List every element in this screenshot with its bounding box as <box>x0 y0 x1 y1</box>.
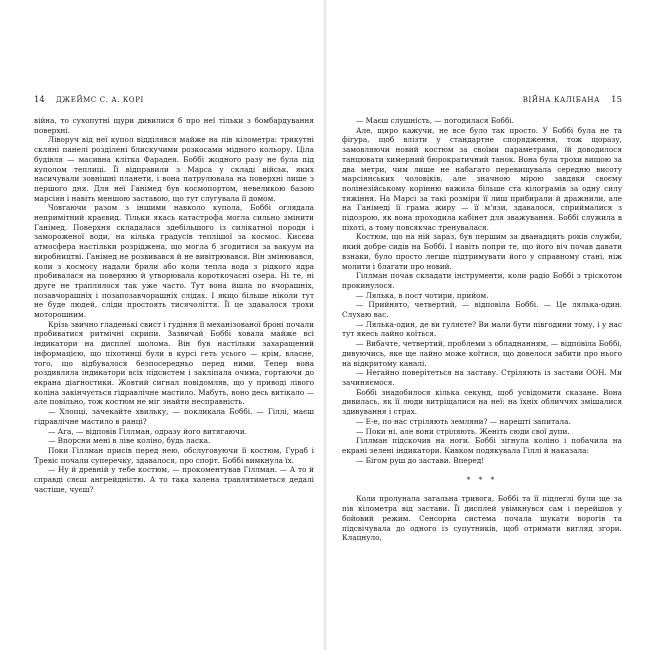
right-page-body <box>342 116 622 543</box>
left-page-number: 14 <box>34 95 45 105</box>
dialogue-line: — Негайно поверітеться на заставу. Стріляють із застави ООН. Ми зачиняємося. <box>342 368 622 387</box>
section-divider: * * * <box>466 475 498 484</box>
left-running-title: ДЖЕЙМС С. А. КОРІ <box>56 96 144 104</box>
paragraph: Гіллман почав складати інструменти, коли радіо Боббі з тріскотом прокинулося. <box>342 271 622 290</box>
paragraph: війна, то сухопутні щури дивилися б про неї тільки з бомбардування поверхні. <box>34 116 314 135</box>
left-page-header <box>34 96 314 108</box>
paragraph: Гіллман підскочив на ноги. Боббі зігнула коліно і побачила на екрані зелені індикатори. Кивком подякувала Гіллі й наказала: <box>342 436 622 455</box>
dialogue-line: — Бігом руш до застави. Вперед! <box>356 455 485 465</box>
left-page <box>34 96 314 494</box>
dialogue-line: — Хлопці, зачекайте хвильку, — покликала Боббі. — Гіллі, маєш гідравлічне мастило в ранці? <box>34 407 314 426</box>
dialogue-line: — Е-е, по нас стріляють земляни? — нарешті запитала. <box>356 416 571 426</box>
dialogue-line: — Ну й древній у тебе костюм, — прокоментував Гіллман. — А то й справді сяєш ангрейдністю. А то така халена травлятиметься дедалі частіше, чуєш? <box>34 465 314 494</box>
paragraph: Поки Гіллман присів перед нею, обслуговуючи її костюм, Гураб і Тревіс почали суперечку, здавалося, про спорт. Боббі вимкнула їх. <box>34 445 314 465</box>
dialogue-line: — Прийнято, четвертий, — відповіла Боббі. — Це лялька-один. Слухаю вас. <box>342 300 622 320</box>
left-page-body <box>34 116 314 494</box>
right-page-header <box>342 96 622 108</box>
dialogue-line: — Ага, — відповів Гіллман, одразу його витягаючи. <box>48 426 248 436</box>
paragraph: Костюм, що на ній зараз, був першим за дванадцять років служби, який добре сидів на Боббі. І навіть попри те, що його віч почав давати взнаки, було просто легше підтримувати його у справному стані, ніж молити і благати про новий. <box>342 232 622 271</box>
right-page <box>342 96 622 543</box>
right-page-number: 15 <box>611 95 622 105</box>
dialogue-line: — Поки ні, але вони стріляють. Женіть сюди свої дупи. <box>356 426 570 436</box>
dialogue-line: — Впорсни мені в ліве коліно, будь ласка. <box>48 436 211 446</box>
paragraph: Човгаючи разом з іншими навколо купола, Боббі оглядала непримітний краєвид. Тільки якась катастрофа могла сильно змінити Ганімед. Поверхня складалася здебільшого із силікатної породи і замороженої води, на кілька градусів теплішої за космос. Кисєва атмосфера настільки розріджена, що могла б згодитися за вакуум на виробництві. Ганімед не розвивався й не вивітрювався. Він змінювався, коли з космосу надали брили або коли тепла вода з рідкого ядра пробивалася на поверхню й утворювала короткочасні озера. Ні те, ні друге не траплялося так уже часто. Тут вона йшла по вчорашніх, позавчорашніх і позапозавчорашніх слідах. І якщо більше ніколи тут не буде людей, сліди простоять тисячоліття. Її це здавалося трохи моторошним. <box>34 203 314 320</box>
paragraph: Крізь звично гладенькі свист і гудіння її механізованої броні почали пробиватися ритмічні скрипи. Зазвичай Боббі ховала майже всі індикатори на дисплеї шолома. Він був настільки захаращений інформацією, що піхотинці були в курсі геть усього — крім, власне, того, що відбувалося безпосередньо перед ними. Тепер вона роздивляла індикатори всіх підсистем і закліпала очима, гортаючи до екрана діагностики. Жовтий сигнал повідомляв, що у приводі лівого коліна закінчується гідравлічне мастило. Мабуть, воно десь витікало — але повільно, тож костюм не міг знайти несправність. <box>34 319 314 407</box>
section-gap <box>342 465 622 475</box>
dialogue-line: — Лялька, в пост чотири, прийом. <box>356 290 489 300</box>
dialogue-line: — Маєш слушність, — погодилася Боббі. <box>356 116 514 125</box>
paragraph: Але, щиро кажучи, не все було так просто. У Боббі була не та фігура, щоб влізти у стандартне спорядження, тож щоразу, замовляючи новий костюм за своїми параметрами, їй доводилося танцювати химерний бюрократичний танок. Вона була трохи вищою за два метри, чим лише не набагато перевищувала середню висоту марсіянських чоловіків, але значною мірою завдяки своєму полінезійському корінню важила більше ста кілограмів за одну силу тяжіння. На Марсі за такі розміри її лиш прибирали й дражнили, але на Ганімеді її грама жиру — її м'язи, здавалося, сприймалися з підозрою, як вона проходила кабінет для зважування. Боббі служила в піхоті, а тому повсякчас тренувалася. <box>342 125 622 232</box>
section-gap <box>342 485 622 495</box>
paragraph: Боббі знадобилося кілька секунд, щоб усвідомити сказане. Вона дивилась, як її люди витріщалися на неї: на їхніх обличчях змішалися здивування і страх. <box>342 387 622 417</box>
paragraph: Ліворуч від неї купол відділявся майже на пів кілометра: трикутні скляні панелі розділені блискучими розкосами мідного кольору. Ціла будівля — масивна клітка Фарадея. Боббі жодного разу не була під куполом теплиці. Її відправили з Марса у складі військ, яких насичували зовнішні планети, і вона патрулювала на поверхні лише з першого дня. Для неї Ганімед був космопортом, невеликою базою марсіян і навіть меншою заставою, що тут слугувала її домом. <box>34 135 314 203</box>
dialogue-line: — Лялька-один, де ви гуляєте? Ви мали бути півгодини тому, і у нас тут якесь лайно коїться. <box>342 319 622 339</box>
right-running-title: ВІЙНА КАЛІБАНА <box>522 96 600 104</box>
book-gutter <box>323 0 327 650</box>
paragraph: Коли пролунала загальна тривога, Боббі та її підлеглі були ще за пів кілометра від застави. Її дисплей увімкнувся сам і перейшов у бойовий режим. Сенсорна система почала шукати ворогів та підсвічувала до одного із супутників, щоб отримати вигляд згори. Клацнуло, <box>342 494 622 543</box>
dialogue-line: — Вибачте, четвертий, проблеми з обладнанням, — відповіла Боббі, дивуючись, яке ще лайно може коїтися, що довелося забити про нього на відкритому каналі. <box>342 339 622 368</box>
